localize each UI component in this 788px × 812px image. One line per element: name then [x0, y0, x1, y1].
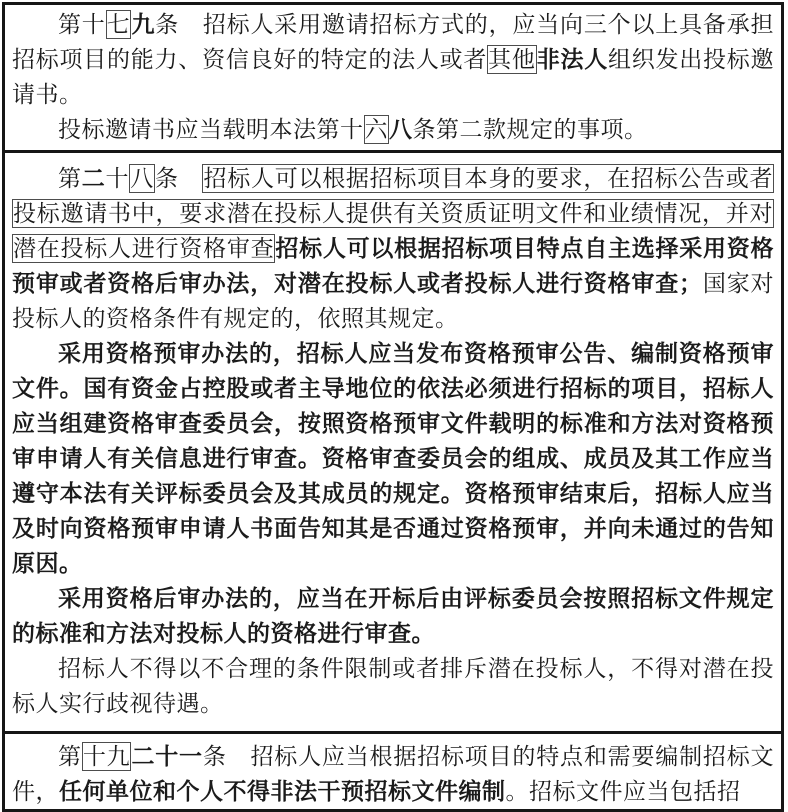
text-run: 第 — [58, 166, 82, 191]
text-run: 条 招标人采用邀请招标方式的，应当向三个以上具备承担招标项目的能力、资信良好的特定的法人或者 — [12, 12, 775, 72]
paragraph — [12, 7, 774, 112]
paragraph — [12, 581, 774, 651]
text-run: 国家对投标人的资格条件有规定的，依照其规定。 — [12, 271, 775, 331]
legal-document — [2, 2, 784, 812]
deleted-text-run: 六 — [364, 117, 388, 142]
section-article-21-bid-documents — [2, 731, 784, 812]
inserted-text-run: 非法人 — [536, 46, 608, 72]
text-run: 条 — [155, 166, 203, 191]
paragraph — [12, 336, 774, 581]
text-run: 组织发出投标邀请书。 — [12, 47, 775, 107]
inserted-text-run: 采用资格后审办法的，应当在开标后由评标委员会按照招标文件规定的标准和方法对投标人的资格进行审查。 — [12, 585, 774, 646]
inserted-text-run: 任何单位和个人不得非法干预招标文件编制 — [59, 778, 506, 804]
inserted-text-run: 招标人可以根据招标项目特点自主选择采用资格预审或者资格后审办法，对潜在投标人或者投标人进行资格审查； — [12, 235, 775, 296]
section-article-19-invitation-to-bid — [2, 2, 784, 153]
deleted-text-run: 十九 — [82, 744, 131, 769]
paragraph — [12, 161, 774, 336]
inserted-text-run: 二十一 — [131, 743, 203, 769]
text-run: 招标人不得以不合理的条件限制或者排斥潜在投标人，不得对潜在投标人实行歧视待遇。 — [12, 656, 774, 716]
text-run: 十 — [105, 166, 130, 191]
paragraph — [12, 739, 774, 809]
inserted-text-run: 九 — [131, 11, 156, 37]
deleted-text-run: 招标人可以根据招标项目本身的要求，在招标公告或者投标邀请书中，要求潜在投标人提供有关资质证明文件和业绩情况，并对潜在投标人进行资格审查 — [13, 166, 774, 261]
text-run: 第十 — [58, 12, 106, 37]
deleted-text-run: 八 — [130, 166, 154, 191]
text-run: 条 招标人应当根据招标项目的特点和需要编制招标文件， — [12, 744, 775, 804]
section-article-20-qualification-review — [2, 150, 784, 734]
deleted-text-run: 其他 — [488, 47, 536, 72]
deleted-text-run: 七 — [106, 12, 131, 37]
paragraph — [12, 651, 774, 721]
inserted-text-run: 二 — [81, 165, 106, 191]
inserted-text-run: 采用资格预审办法的，招标人应当发布资格预审公告、编制资格预审文件。国有资金占控股或者主导地位的依法必须进行招标的项目，招标人应当组建资格审查委员会，按照资格预审文件载明的标准和方法对资格预审申请人有关信息进行审查。资格审查委员会的组成、成员及其工作应当遵守本法有关评标委员会及其成员的规定。资格预审结束后，招标人应当及时向资格预审申请人书面告知其是否通过资格预审，并向未通过的告知原因。 — [12, 340, 774, 576]
text-run: 条第二款规定的事项。 — [412, 117, 648, 142]
inserted-text-run: 八 — [389, 116, 413, 142]
text-run: 投标邀请书应当载明本法第十 — [58, 117, 364, 142]
text-run: 。招标文件应当包括招 — [505, 779, 741, 804]
paragraph — [12, 112, 774, 147]
text-run: 第 — [58, 744, 82, 769]
